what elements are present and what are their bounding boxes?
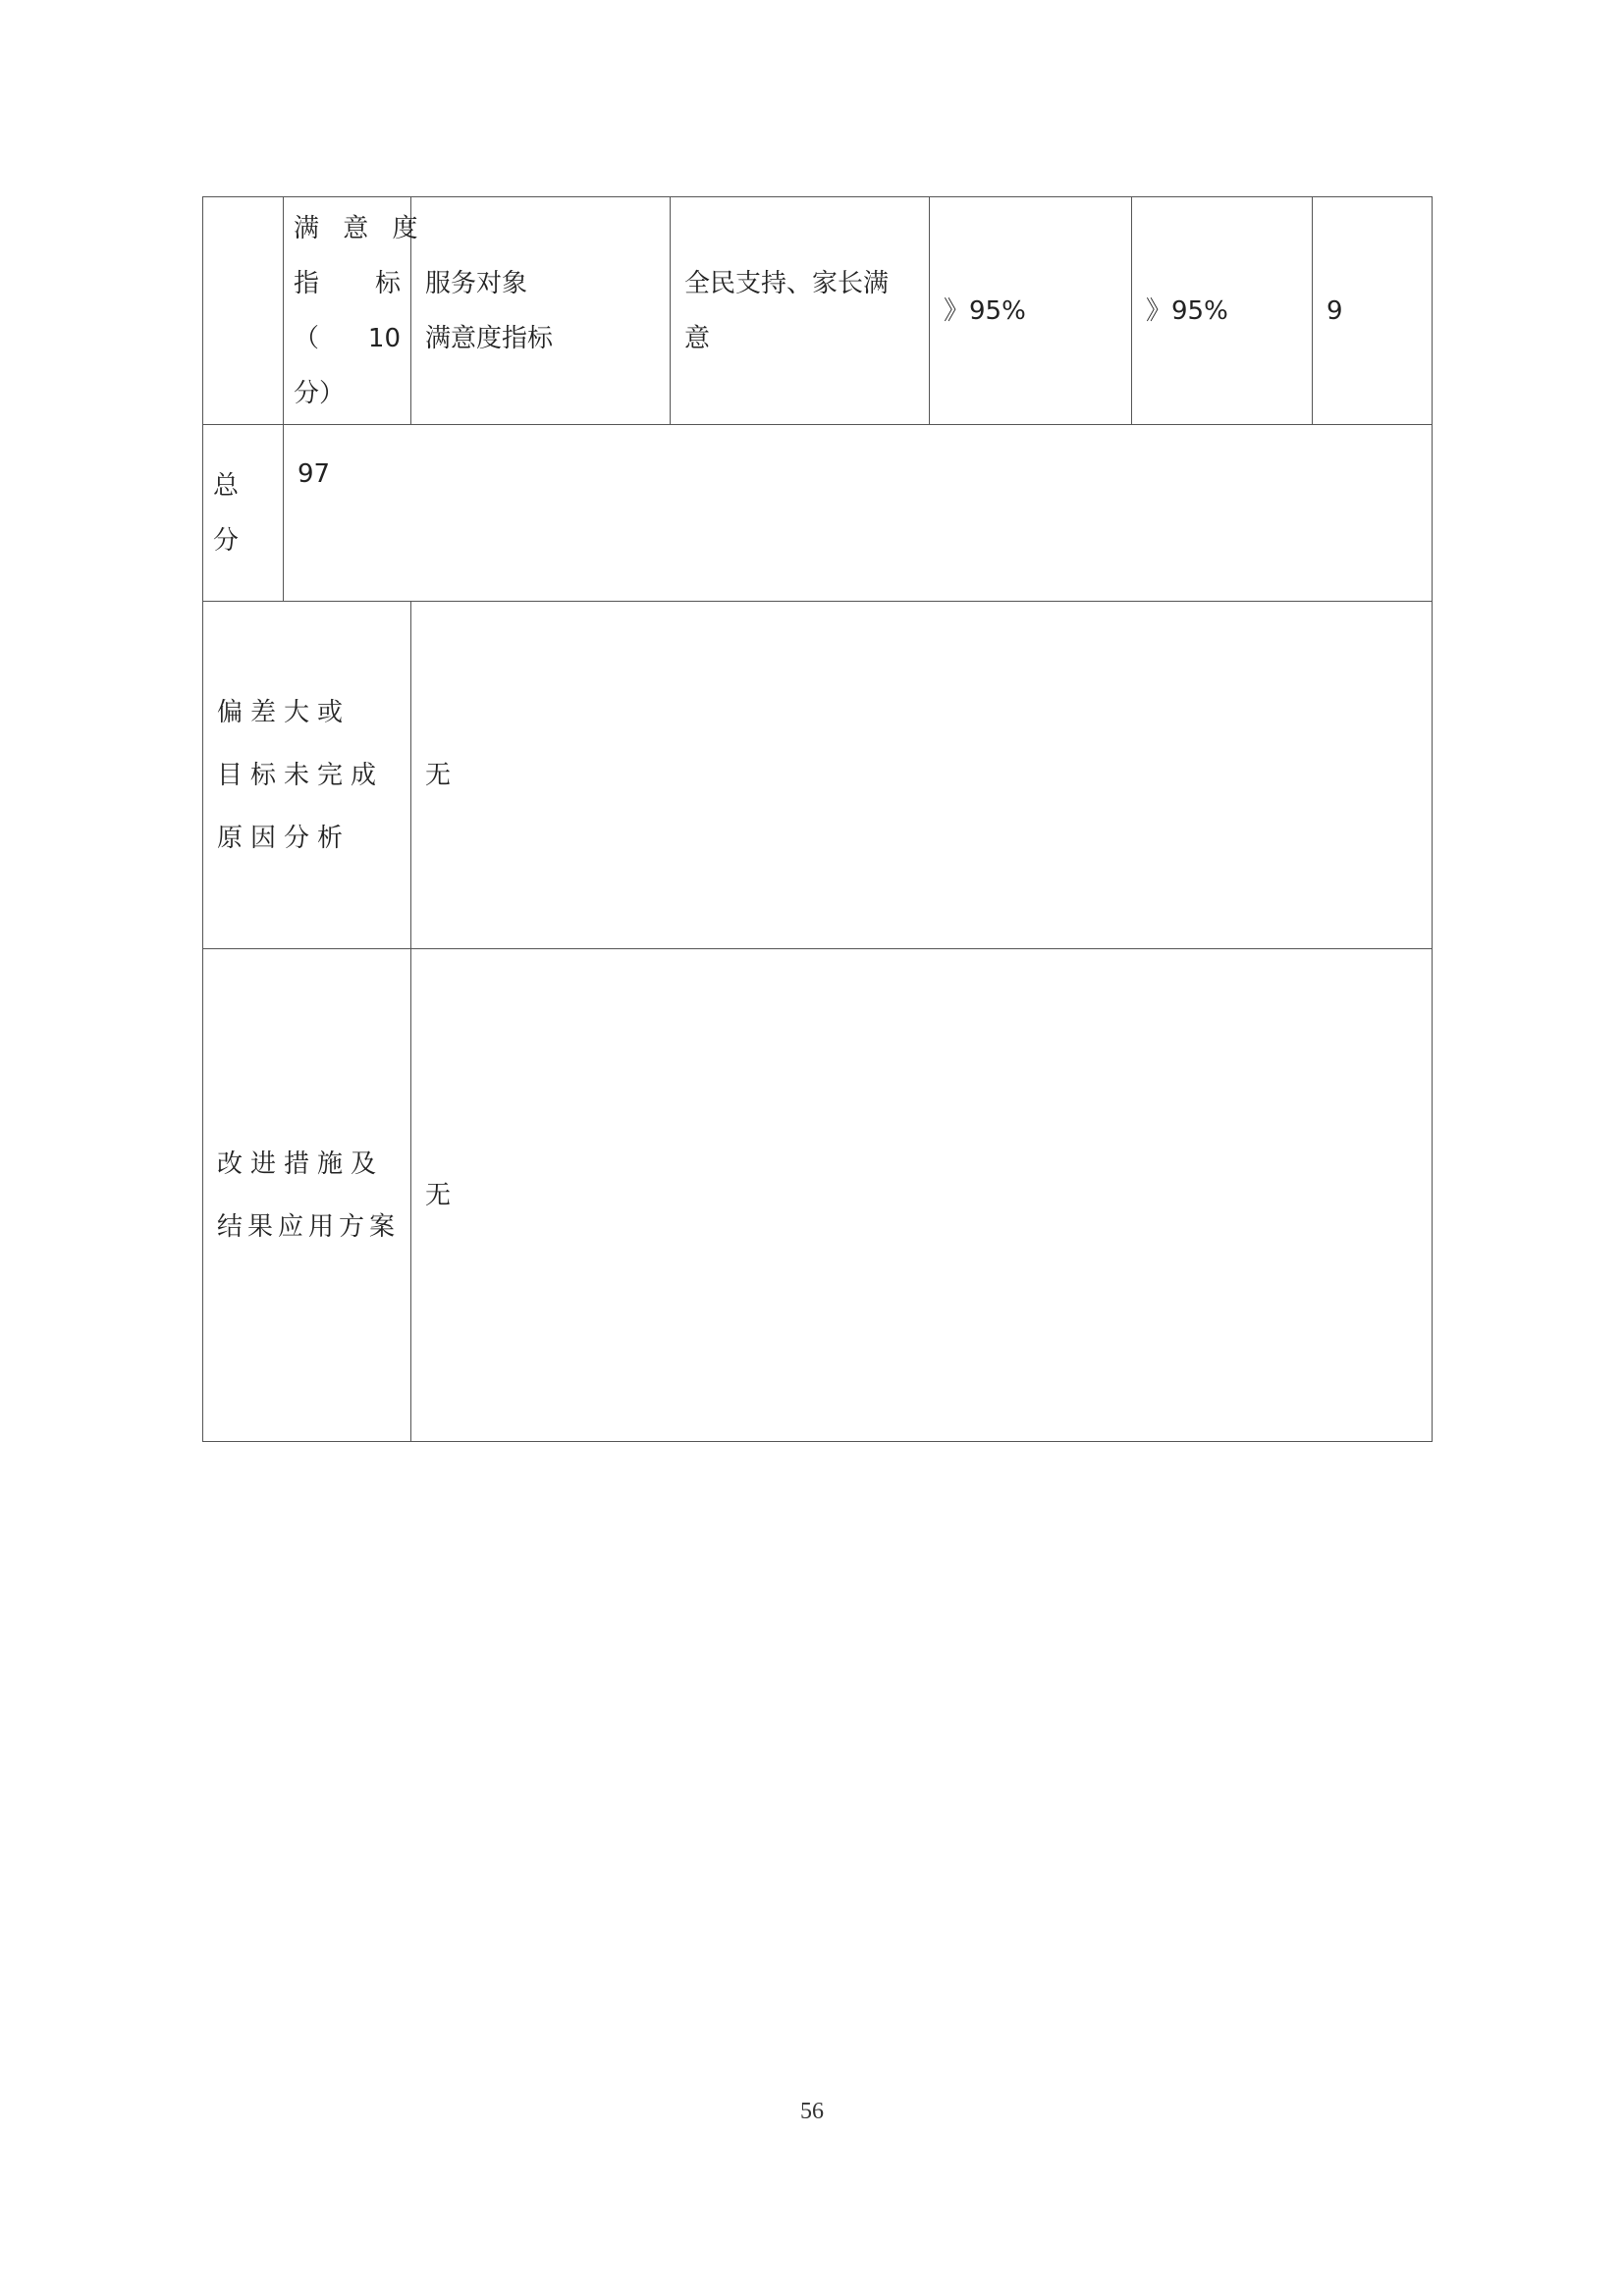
page-number: 56	[800, 2099, 824, 2124]
satisfaction-category-cell	[284, 197, 426, 425]
improvement-measures-label-cell	[203, 949, 411, 1442]
category-line: 满 意 度	[294, 213, 426, 243]
content-line: 意	[684, 323, 711, 353]
deviation-analysis-value-cell: 无	[411, 602, 1433, 949]
deviation-analysis-row	[203, 602, 1433, 949]
deviation-label-line: 偏差大或	[217, 697, 352, 727]
category-line: （ 10	[294, 323, 401, 353]
deviation-label-line: 原因分析	[217, 823, 352, 853]
indicator-line: 服务对象	[425, 268, 528, 298]
total-label-line: 总	[213, 470, 240, 501]
score-cell: 9	[1313, 197, 1433, 425]
satisfaction-indicator-row	[203, 197, 1433, 425]
indicator-line: 满意度指标	[425, 323, 554, 353]
category-line: 指 标	[294, 268, 401, 298]
satisfaction-indicator-name-cell	[411, 197, 671, 425]
improvement-label-line: 改进措施及	[217, 1148, 385, 1179]
actual-value-cell: 》95%	[1132, 197, 1313, 425]
category-line: 分）	[294, 378, 346, 408]
total-score-label-cell	[203, 425, 284, 602]
deviation-analysis-label-cell	[203, 602, 411, 949]
deviation-label-line: 目标未完成	[217, 760, 385, 790]
improvement-measures-row	[203, 949, 1433, 1442]
total-score-value-cell: 97	[284, 425, 1433, 602]
satisfaction-content-cell	[671, 197, 930, 425]
content-line: 全民支持、家长满	[684, 268, 890, 298]
total-label-line: 分	[213, 525, 240, 556]
target-value-cell: 》95%	[930, 197, 1132, 425]
empty-level1-cell	[203, 197, 284, 425]
improvement-label-line: 结果应用方案	[217, 1211, 401, 1242]
improvement-measures-value-cell: 无	[411, 949, 1433, 1442]
performance-evaluation-table	[202, 196, 1433, 1442]
total-score-row	[203, 425, 1433, 602]
